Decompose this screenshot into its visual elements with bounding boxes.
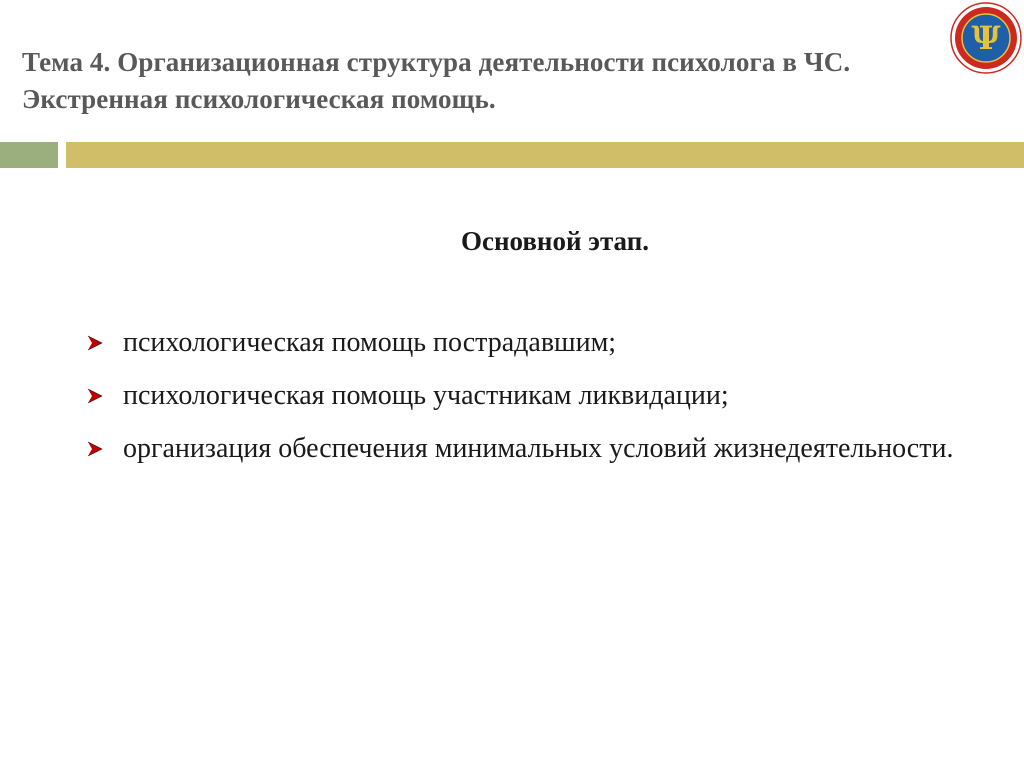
header-rule-left — [0, 142, 58, 168]
psi-emblem-icon — [950, 2, 1022, 74]
bullet-list — [86, 320, 962, 479]
arrow-bullet-icon — [86, 440, 106, 458]
section-heading: Основной этап. — [460, 226, 650, 256]
bullet-item — [86, 320, 962, 365]
slide-header — [0, 0, 1024, 140]
slide-title-line-2: Экстренная психологическая помощь. — [22, 84, 496, 114]
bullet-item — [86, 426, 962, 471]
arrow-bullet-icon — [86, 334, 106, 352]
bullet-text: психологическая помощь пострадавшим; — [123, 327, 617, 358]
bullet-text: организация обеспечения минимальных условий жизнедеятельности. — [123, 433, 954, 464]
slide-title-line-1: Тема 4. Организационная структура деятельности психолога в ЧС. — [22, 47, 851, 77]
bullet-item — [86, 373, 962, 418]
logo-glyph: Ψ — [971, 19, 1001, 57]
bullet-text: психологическая помощь участникам ликвидации; — [123, 380, 729, 411]
arrow-bullet-icon — [86, 387, 106, 405]
header-rule-right — [66, 142, 1024, 168]
